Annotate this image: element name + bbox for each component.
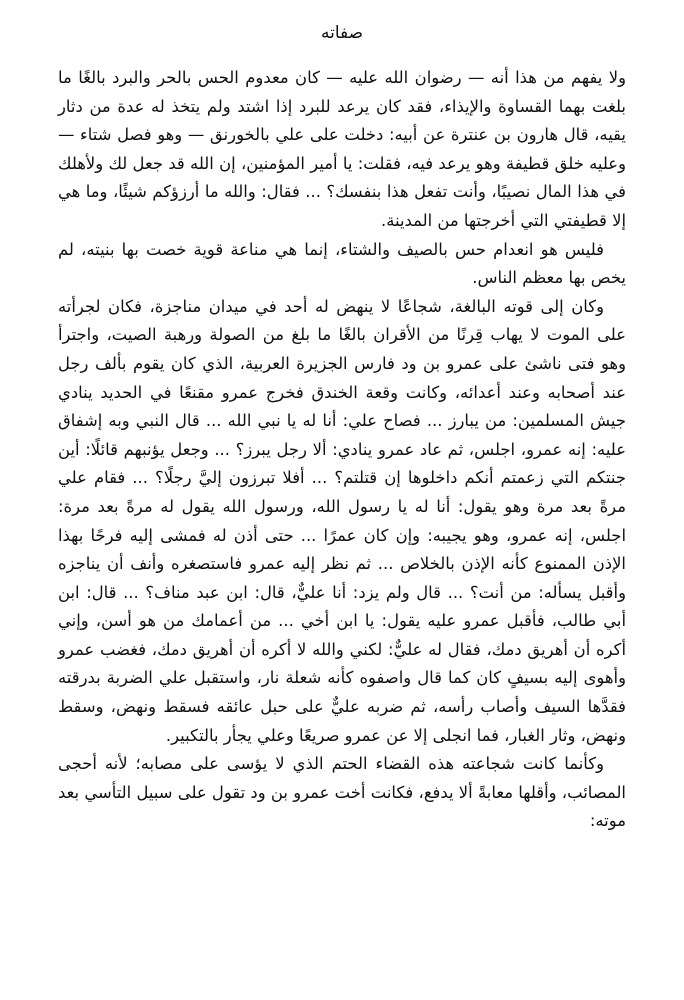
paragraph-2: فليس هو انعدام حس بالصيف والشتاء، إنما هي مناعة قوية خصت بها بنيته، لم يخص بها معظم الناس. xyxy=(58,239,626,288)
paragraph-4: وكأنما كانت شجاعته هذه القضاء الحتم الذي لا يؤسى على مصابه؛ لأنه أحجى المصائب، وأقلها معابةً ألا يدفع، فكانت أخت عمرو بن ود تقول على سبيل التأسي بعد موته: xyxy=(58,754,626,831)
paragraph-3: وكان إلى قوته البالغة، شجاعًا لا ينهض له أحد في ميدان مناجزة، فكان لجرأته على الموت لا يهاب قِرنًا من الأقران بالغًا ما بلغ من الصولة ورهبة الصيت، واجترأ وهو فتى ناشئ على عمرو بن ود فارس الجزيرة العربية، الذي كان يقوم بألف رجل عند أصحابه وعند أعدائه، وكانت وقعة الخندق فخرج عمرو مقنعًا في الحديد ينادي جيش المسلمين: من يبارز ... فصاح علي: أنا له يا نبي الله ... قال النبي وبه إشفاق عليه: إنه عمرو، اجلس، ثم عاد عمرو ينادي: ألا رجل يبرز؟ ... وجعل يؤنبهم قائلًا: أين جنتكم التي زعمتم أنكم داخلوها إن قتلتم؟ ... أفلا تبرزون إليَّ رجلًا؟ ... فقام علي مرةً بعد مرة وهو يقول: أنا له يا رسول الله، ورسول الله يقول له مرةً بعد مرة: اجلس، إنه عمرو، وهو يجيبه: وإن كان عمرًا ... حتى أذن له فمشى إليه فرحًا بهذا الإذن الممنوع كأنه الإذن بالخلاص ... ثم نظر إليه عمرو فاستصغره وأنف أن يناجزه وأقبل يسأله: من أنت؟ ... قال ولم يزد: أنا عليٌّ، قال: ابن عبد مناف؟ ... قال: ابن أبي طالب، فأقبل عمرو عليه يقول: يا ابن أخي ... من أعمامك من هو أسن، وإني أكره أن أهريق دمك، فقال له عليٌّ: لكني والله لا أكره أن أهريق دمك، فغضب عمرو وأهوى إليه بسيفٍ كان كما قال واصفوه كأنه شعلة نار، واستقبل علي الضربة بدرقته فقدَّها السيف وأصاب رأسه، ثم ضربه عليٌّ على حبل عائقه فسقط ونهض، وسقط ونهض، وثار الغبار، فما انجلى إلا عن عمرو صريعًا وعلي يجأر بالتكبير. xyxy=(58,296,626,745)
page-header-title: صفاته xyxy=(320,23,364,43)
body-text xyxy=(58,64,626,836)
paragraph-1: ولا يفهم من هذا أنه — رضوان الله عليه — كان معدوم الحس بالحر والبرد بالغًا ما بلغت بهما القساوة والإيذاء، فقد كان يرعد للبرد إذا اشتد ولم يتخذ له عدة من دثار يقيه، قال هارون بن عنترة عن أبيه: دخلت على علي بالخورنق — وهو فصل شتاء — وعليه خلق قطيفة وهو يرعد فيه، فقلت: يا أمير المؤمنين، إن الله قد جعل لك ولأهلك في هذا المال نصيبًا، وأنت تفعل هذا بنفسك؟ ... فقال: والله ما أرزؤكم شيئًا، وما هي إلا قطيفتي التي أخرجتها من المدينة. xyxy=(58,68,626,230)
